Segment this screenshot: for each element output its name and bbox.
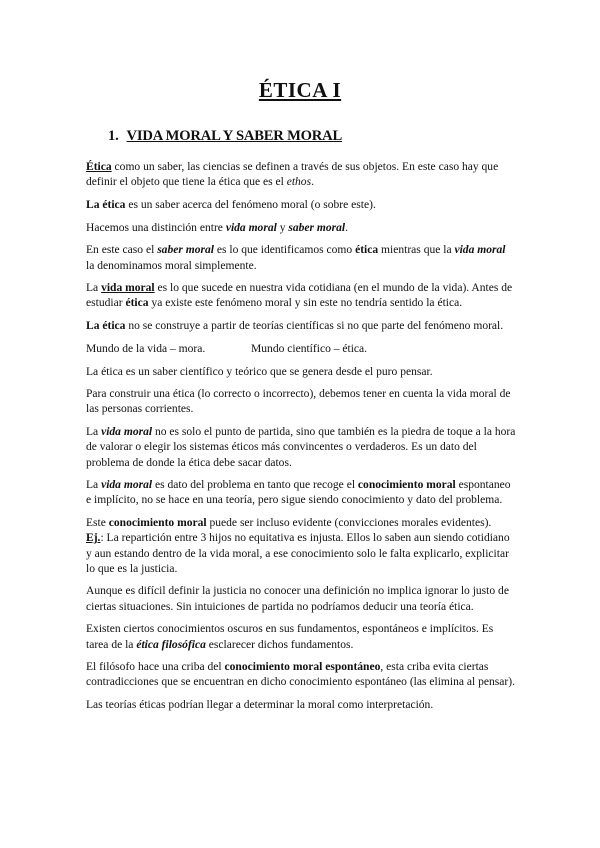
paragraph: La ética es un saber científico y teórico que se genera desde el puro pensar. [86, 365, 433, 378]
section-title: VIDA MORAL Y SABER MORAL [126, 128, 343, 144]
paragraph: Aunque es difícil definir la justicia no conocer una definición no implica ignorar lo justo de ciertas situaciones. Sin intuiciones de partida no podríamos deducir una teoría ética. [86, 585, 509, 613]
paragraph: Hacemos una distinción entre vida moral y saber moral. [86, 221, 349, 234]
paragraph: Las teorías éticas podrían llegar a determinar la moral como interpretación. [86, 699, 434, 712]
paragraph: Existen ciertos conocimientos oscuros en sus fundamentos, espontáneos e implícitos. Es tarea de la ética filosófica esclarecer dichos fundamentos. [86, 623, 494, 651]
document-title: ÉTICA I [258, 78, 342, 102]
section-heading [108, 128, 342, 145]
paragraph: La vida moral es dato del problema en tanto que recoge el conocimiento moral espontaneo e implícito, no se hace en una teoría, pero sigue siendo conocimiento y dato del problema. [86, 479, 511, 507]
paragraph: Este conocimiento moral puede ser incluso evidente (convicciones morales evidentes). Ej.: La repartición entre 3 hijos no equitativa es injusta. Ellos lo saben aun siendo cotidiano y aun estando dentro de la vida moral, a ese conocimiento solo le falta explicarlo, explicitar lo que es la justicia. [86, 517, 510, 575]
paragraph: La vida moral es lo que sucede en nuestra vida cotidiana (en el mundo de la vida). Antes de estudiar ética ya existe este fenómeno moral y sin este no tendría sentido la ética. [86, 282, 513, 310]
paragraph: La vida moral no es solo el punto de partida, sino que también es la piedra de toque a la hora de valorar o elegir los sistemas éticos más convincentes o verdaderos. Es un dato del problema de donde la ética debe sacar datos. [86, 426, 516, 469]
paragraph: En este caso el saber moral es lo que identificamos como ética mientras que la vida moral la denominamos moral simplemente. [86, 244, 506, 272]
paragraph-two-columns: Mundo de la vida – mora. Mundo científico – ética. [86, 342, 368, 355]
document-body [86, 160, 516, 721]
paragraph: La ética no se construye a partir de teorías científicas si no que parte del fenómeno moral. [86, 320, 504, 333]
paragraph: Para construir una ética (lo correcto o incorrecto), debemos tener en cuenta la vida moral de las personas corrientes. [86, 388, 511, 416]
paragraph: Ética como un saber, las ciencias se definen a través de sus objetos. En este caso hay que definir el objeto que tiene la ética que es el ethos. [86, 161, 499, 189]
paragraph: La ética es un saber acerca del fenómeno moral (o sobre este). [86, 198, 376, 211]
section-number: 1. [108, 128, 119, 144]
paragraph: El filósofo hace una criba del conocimiento moral espontáneo, esta criba evita ciertas contradicciones que se encuentran en dicho conocimiento espontáneo (las elimina al pensar). [86, 661, 515, 689]
